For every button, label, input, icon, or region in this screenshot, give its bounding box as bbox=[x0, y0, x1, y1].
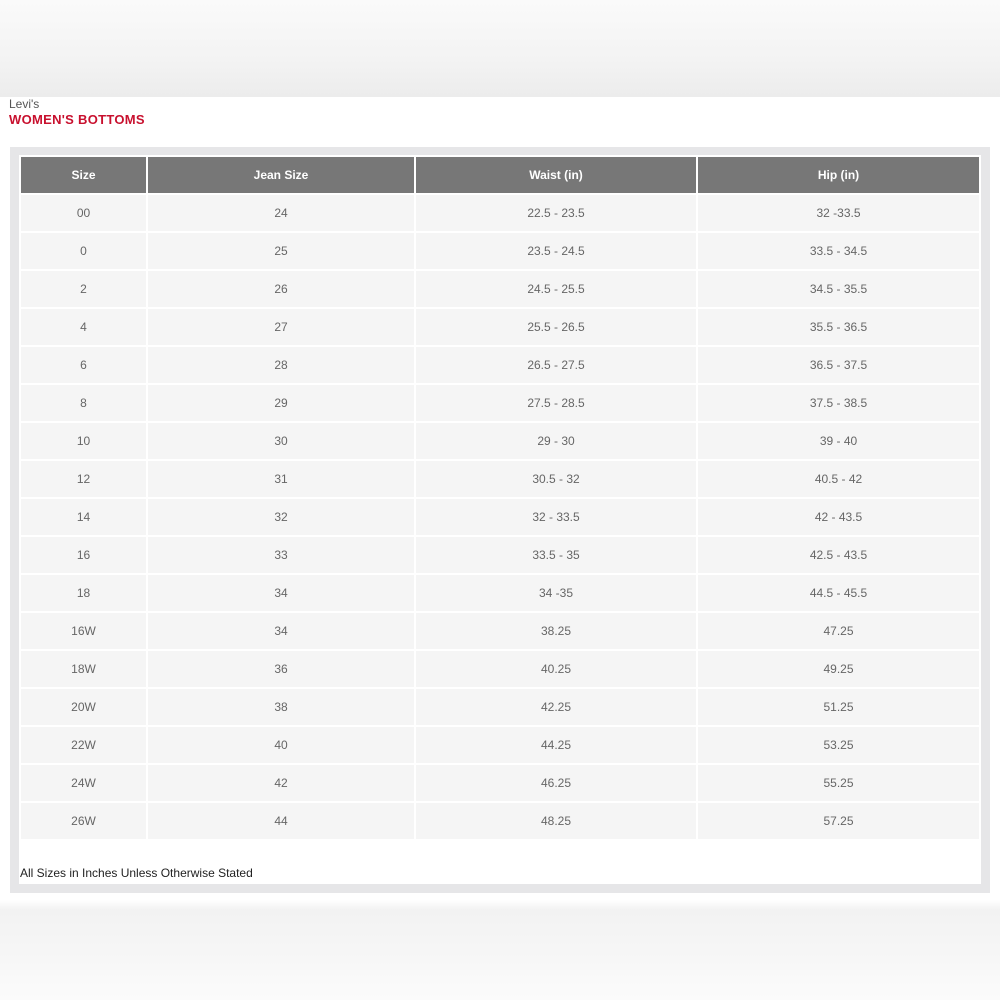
jean-size-cell: 25 bbox=[148, 233, 414, 269]
footnote: All Sizes in Inches Unless Otherwise Stated bbox=[20, 866, 253, 880]
waist-cell: 46.25 bbox=[416, 765, 696, 801]
size-cell: 16W bbox=[21, 613, 146, 649]
hip-cell: 32 -33.5 bbox=[698, 195, 979, 231]
jean-size-cell: 36 bbox=[148, 651, 414, 687]
table-row bbox=[21, 271, 979, 307]
hip-cell: 42.5 - 43.5 bbox=[698, 537, 979, 573]
waist-cell: 42.25 bbox=[416, 689, 696, 725]
hip-cell: 49.25 bbox=[698, 651, 979, 687]
jean-size-cell: 32 bbox=[148, 499, 414, 535]
jean-size-cell: 28 bbox=[148, 347, 414, 383]
waist-cell: 24.5 - 25.5 bbox=[416, 271, 696, 307]
waist-cell: 38.25 bbox=[416, 613, 696, 649]
size-cell: 8 bbox=[21, 385, 146, 421]
table-row bbox=[21, 537, 979, 573]
table-row bbox=[21, 461, 979, 497]
hip-cell: 40.5 - 42 bbox=[698, 461, 979, 497]
hip-cell: 55.25 bbox=[698, 765, 979, 801]
size-cell: 16 bbox=[21, 537, 146, 573]
jean-size-cell: 38 bbox=[148, 689, 414, 725]
size-chart-panel bbox=[10, 147, 990, 893]
table-row bbox=[21, 765, 979, 801]
hip-cell: 57.25 bbox=[698, 803, 979, 839]
waist-cell: 22.5 - 23.5 bbox=[416, 195, 696, 231]
jean-size-cell: 31 bbox=[148, 461, 414, 497]
table-header-row bbox=[21, 157, 979, 193]
table-row bbox=[21, 423, 979, 459]
hip-cell: 51.25 bbox=[698, 689, 979, 725]
jean-size-cell: 27 bbox=[148, 309, 414, 345]
size-chart-body bbox=[21, 195, 979, 839]
jean-size-cell: 26 bbox=[148, 271, 414, 307]
waist-cell: 27.5 - 28.5 bbox=[416, 385, 696, 421]
waist-cell: 29 - 30 bbox=[416, 423, 696, 459]
waist-cell: 30.5 - 32 bbox=[416, 461, 696, 497]
hip-cell: 47.25 bbox=[698, 613, 979, 649]
size-cell: 2 bbox=[21, 271, 146, 307]
jean-size-cell: 34 bbox=[148, 613, 414, 649]
hip-cell: 44.5 - 45.5 bbox=[698, 575, 979, 611]
size-cell: 24W bbox=[21, 765, 146, 801]
table-row bbox=[21, 651, 979, 687]
table-row bbox=[21, 689, 979, 725]
size-cell: 20W bbox=[21, 689, 146, 725]
size-cell: 0 bbox=[21, 233, 146, 269]
hip-cell: 34.5 - 35.5 bbox=[698, 271, 979, 307]
column-header-hip: Hip (in) bbox=[698, 157, 979, 193]
table-row bbox=[21, 347, 979, 383]
size-cell: 00 bbox=[21, 195, 146, 231]
size-cell: 18 bbox=[21, 575, 146, 611]
brand-name: Levi's bbox=[9, 97, 40, 111]
size-chart-table bbox=[19, 155, 981, 841]
waist-cell: 23.5 - 24.5 bbox=[416, 233, 696, 269]
jean-size-cell: 34 bbox=[148, 575, 414, 611]
hip-cell: 35.5 - 36.5 bbox=[698, 309, 979, 345]
hip-cell: 53.25 bbox=[698, 727, 979, 763]
size-cell: 18W bbox=[21, 651, 146, 687]
waist-cell: 34 -35 bbox=[416, 575, 696, 611]
hip-cell: 36.5 - 37.5 bbox=[698, 347, 979, 383]
jean-size-cell: 33 bbox=[148, 537, 414, 573]
jean-size-cell: 29 bbox=[148, 385, 414, 421]
table-row bbox=[21, 613, 979, 649]
size-cell: 12 bbox=[21, 461, 146, 497]
column-header-size: Size bbox=[21, 157, 146, 193]
size-cell: 4 bbox=[21, 309, 146, 345]
column-header-waist: Waist (in) bbox=[416, 157, 696, 193]
jean-size-cell: 44 bbox=[148, 803, 414, 839]
size-chart-container bbox=[19, 155, 981, 884]
column-header-jean-size: Jean Size bbox=[148, 157, 414, 193]
table-row bbox=[21, 309, 979, 345]
size-cell: 10 bbox=[21, 423, 146, 459]
table-row bbox=[21, 803, 979, 839]
jean-size-cell: 30 bbox=[148, 423, 414, 459]
size-cell: 22W bbox=[21, 727, 146, 763]
waist-cell: 25.5 - 26.5 bbox=[416, 309, 696, 345]
table-row bbox=[21, 499, 979, 535]
page-header bbox=[9, 97, 989, 128]
waist-cell: 26.5 - 27.5 bbox=[416, 347, 696, 383]
table-row bbox=[21, 195, 979, 231]
hip-cell: 42 - 43.5 bbox=[698, 499, 979, 535]
jean-size-cell: 40 bbox=[148, 727, 414, 763]
waist-cell: 48.25 bbox=[416, 803, 696, 839]
jean-size-cell: 42 bbox=[148, 765, 414, 801]
waist-cell: 44.25 bbox=[416, 727, 696, 763]
table-row bbox=[21, 385, 979, 421]
size-cell: 14 bbox=[21, 499, 146, 535]
hip-cell: 33.5 - 34.5 bbox=[698, 233, 979, 269]
size-cell: 6 bbox=[21, 347, 146, 383]
waist-cell: 40.25 bbox=[416, 651, 696, 687]
jean-size-cell: 24 bbox=[148, 195, 414, 231]
hip-cell: 37.5 - 38.5 bbox=[698, 385, 979, 421]
table-row bbox=[21, 233, 979, 269]
table-row bbox=[21, 727, 979, 763]
page-title: WOMEN'S BOTTOMS bbox=[9, 112, 145, 127]
waist-cell: 32 - 33.5 bbox=[416, 499, 696, 535]
hip-cell: 39 - 40 bbox=[698, 423, 979, 459]
size-cell: 26W bbox=[21, 803, 146, 839]
waist-cell: 33.5 - 35 bbox=[416, 537, 696, 573]
table-row bbox=[21, 575, 979, 611]
